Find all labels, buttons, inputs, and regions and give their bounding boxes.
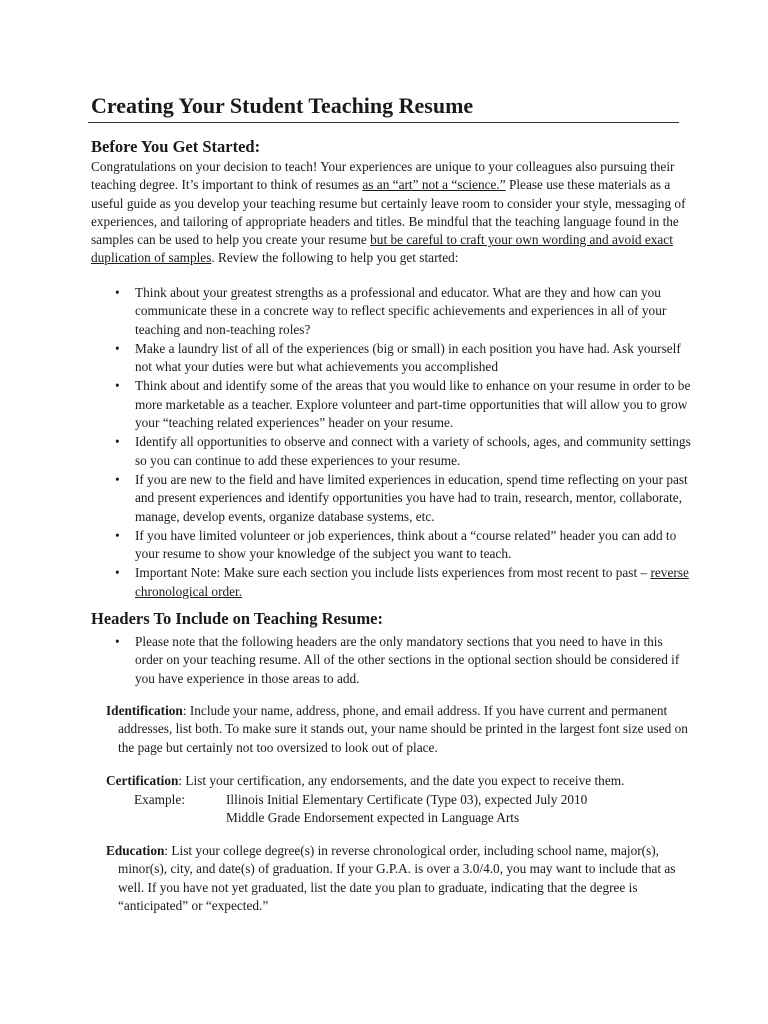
- intro-text-2: Please use these materials as a useful guide as you develop your teaching resume but certainly leave room to consider your style, messaging of experiences, and tailoring of appropriate headers and titles. Be mindful that the teaching language found in the samples can be used to help you create your resume: [91, 177, 686, 248]
- headers-note-list: [91, 633, 691, 689]
- section-heading-colon: :: [377, 609, 384, 628]
- identification-text: : Include your name, address, phone, and email address. If you have current and permanent addresses, list both. To make sure it stands out, your name should be printed in the largest font size used on the page but certainly not too oversized to look out of place.: [118, 703, 688, 755]
- intro-underlined-2: but be careful to craft your own wording and avoid exact duplication of samples: [91, 232, 673, 266]
- identification-entry: [106, 702, 704, 757]
- section-heading-colon: :: [254, 137, 261, 156]
- getting-started-list: [91, 284, 691, 602]
- intro-text-1: Congratulations on your decision to teach! Your experiences are unique to your colleagues also pursuing their teaching degree. It’s important to think of resumes: [91, 159, 675, 193]
- identification-label: Identification: [106, 703, 183, 718]
- section-heading-headers-to-include: [91, 609, 383, 629]
- list-item: • Identify all opportunities to observe and connect with a variety of schools, ages, and community settings so you can continue to add these experiences to your resume.: [91, 433, 691, 470]
- intro-paragraph: [91, 158, 691, 268]
- intro-underlined-1: as an “art” not a “science.”: [362, 177, 506, 193]
- list-item-important-note: [91, 564, 691, 601]
- certification-example-line: Illinois Initial Elementary Certificate (Type 03), expected July 2010: [226, 792, 588, 807]
- certification-example-line: Middle Grade Endorsement expected in Language Arts: [226, 810, 520, 826]
- section-heading-before-you-get-started: [91, 137, 260, 157]
- title-divider: [88, 122, 679, 123]
- list-item: • Think about your greatest strengths as a professional and educator. What are they and how can you communicate these in a concrete way to reflect specific achievements and experiences in all of your teaching and non-teaching roles?: [91, 284, 691, 339]
- education-label: Education: [106, 843, 165, 858]
- certification-text: : List your certification, any endorsements, and the date you expect to receive them.: [178, 773, 625, 788]
- certification-example-label: Example:: [134, 792, 185, 807]
- section-heading-text: Before You Get Started: [91, 137, 255, 156]
- list-item: • If you are new to the field and have limited experiences in education, spend time reflecting on your past and present experiences and identify opportunities you have had to train, research, mentor, collaborate, manage, develop events, organize database systems, etc.: [91, 471, 691, 526]
- education-entry: [106, 842, 704, 915]
- list-item: • Think about and identify some of the areas that you would like to enhance on your resume in order to be more marketable as a teacher. Explore volunteer and part-time opportunities that will allow you to grow your “teaching related experiences” header on your resume.: [91, 377, 691, 432]
- important-note-underlined: reverse chronological order.: [135, 565, 689, 599]
- list-item: • If you have limited volunteer or job experiences, think about a “course related” header you can add to your resume to show your knowledge of the subject you want to teach.: [91, 527, 691, 564]
- important-note-text: Important Note: Make sure each section you include lists experiences from most recent to past –: [135, 565, 651, 581]
- education-text: : List your college degree(s) in reverse chronological order, including school name, major(s), minor(s), city, and date(s) of graduation. If your G.P.A. is over a 3.0/4.0, you may want to include that as well. If you have not yet graduated, list the date you plan to graduate, indicating that the degree is “anticipated” or “expected.”: [118, 843, 676, 913]
- list-item: • Make a laundry list of all of the experiences (big or small) in each position you have had. Ask yourself not what your duties were but what achievements you accomplished: [91, 340, 691, 377]
- certification-entry: [106, 772, 704, 790]
- certification-label: Certification: [106, 773, 179, 788]
- list-item: • Please note that the following headers are the only mandatory sections that you need to have in this order on your teaching resume. All of the other sections in the optional section should be considered if you have experience in those areas to add.: [91, 633, 691, 688]
- certification-example-lines: [226, 791, 587, 828]
- document-title: Creating Your Student Teaching Resume: [91, 93, 474, 118]
- section-heading-text: Headers To Include on Teaching Resume: [91, 609, 378, 628]
- intro-text-3: . Review the following to help you get started:: [211, 250, 459, 266]
